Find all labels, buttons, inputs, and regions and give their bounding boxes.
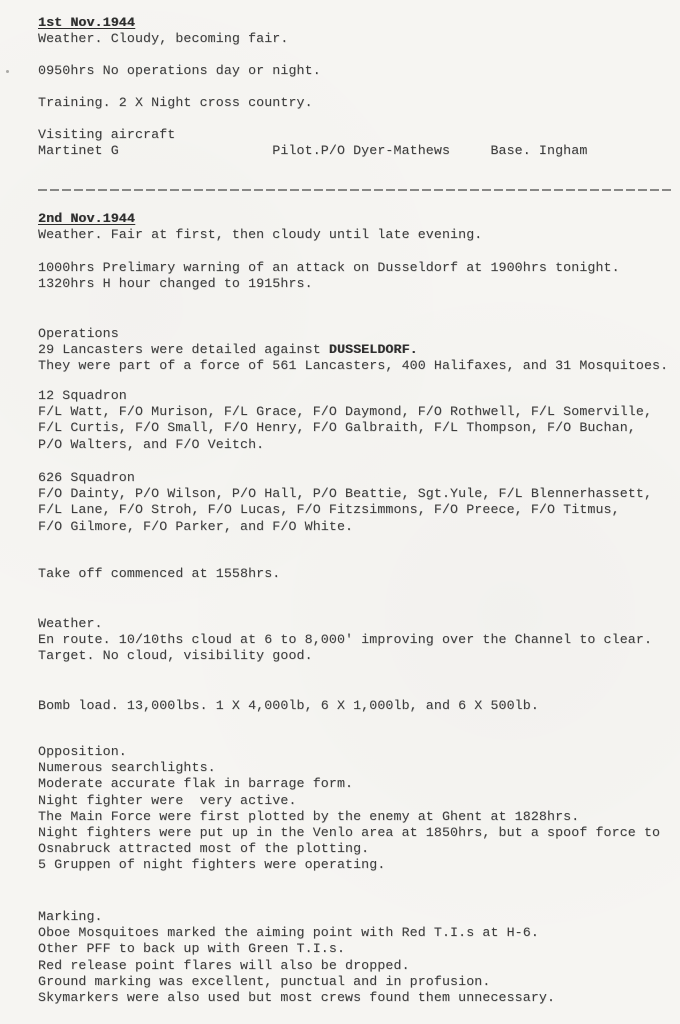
entry-2nd-nov-header xyxy=(38,211,678,243)
separator-line xyxy=(38,189,674,191)
log-line: Weather. Cloudy, becoming fair. xyxy=(38,31,289,47)
log-line: Osnabruck attracted most of the plotting. xyxy=(38,841,370,857)
warning-paragraph xyxy=(38,260,678,292)
takeoff-paragraph xyxy=(38,566,678,582)
log-line: Take off commenced at 1558hrs. xyxy=(38,566,281,581)
crew-names-line: F/L Curtis, F/O Small, F/O Henry, F/O Galbraith, F/L Thompson, F/O Buchan, xyxy=(38,420,636,436)
log-line: Training. 2 X Night cross country. xyxy=(38,95,313,110)
log-line: Oboe Mosquitoes marked the aiming point with Red T.I.s at H-6. xyxy=(38,925,539,941)
visiting-aircraft-paragraph xyxy=(38,127,678,159)
marking-paragraph xyxy=(38,909,678,1006)
log-line: Ground marking was excellent, punctual and in profusion. xyxy=(38,973,491,989)
squadron-12-list xyxy=(38,388,678,453)
ops-status-paragraph xyxy=(38,63,678,79)
log-line: Opposition. xyxy=(38,744,127,759)
training-paragraph xyxy=(38,95,678,111)
crew-names-line: F/L Lane, F/O Stroh, F/O Lucas, F/O Fitzsimmons, F/O Preece, F/O Titmus, xyxy=(38,502,620,518)
crew-names-line: F/O Gilmore, F/O Parker, and F/O White. xyxy=(38,518,354,534)
log-line: They were part of a force of 561 Lancasters, 400 Halifaxes, and 31 Mosquitoes. xyxy=(38,358,669,374)
log-line: Other PFF to back up with Green T.I.s. xyxy=(38,941,346,957)
operations-paragraph xyxy=(38,326,678,375)
log-line: Bomb load. 13,000lbs. 1 X 4,000lb, 6 X 1,000lb, and 6 X 500lb. xyxy=(38,698,539,713)
squadron-heading: 626 Squadron xyxy=(38,470,135,485)
log-line: En route. 10/10ths cloud at 6 to 8,000' improving over the Channel to clear. xyxy=(38,632,653,648)
bomb-load-paragraph xyxy=(38,698,678,714)
squadron-626-list xyxy=(38,470,678,535)
log-line: Visiting aircraft xyxy=(38,127,176,142)
route-weather-paragraph xyxy=(38,616,678,665)
crew-names-line: F/O Dainty, P/O Wilson, P/O Hall, P/O Beattie, Sgt.Yule, F/L Blennerhassett, xyxy=(38,486,653,502)
paper-speck xyxy=(6,70,9,73)
crew-names-line: P/O Walters, and F/O Veitch. xyxy=(38,436,265,452)
log-line: Operations xyxy=(38,326,119,341)
log-line: 1320hrs H hour changed to 1915hrs. xyxy=(38,276,313,292)
squadron-heading: 12 Squadron xyxy=(38,388,127,403)
log-line: Weather. Fair at first, then cloudy until late evening. xyxy=(38,227,483,243)
log-line: Target. No cloud, visibility good. xyxy=(38,648,313,664)
log-line: Night fighters were put up in the Venlo area at 1850hrs, but a spoof force to xyxy=(38,824,661,840)
log-line: Red release point flares will also be dropped. xyxy=(38,957,410,973)
log-line: Skymarkers were also used but most crews found them unnecessary. xyxy=(38,989,556,1005)
log-line: 1000hrs Prelimary warning of an attack on Dusseldorf at 1900hrs tonight. xyxy=(38,260,620,275)
crew-names-line: F/L Watt, F/O Murison, F/L Grace, F/O Daymond, F/O Rothwell, F/L Somerville, xyxy=(38,404,653,420)
target-city-emphasis: DUSSELDORF. xyxy=(328,342,418,358)
log-line: 0950hrs No operations day or night. xyxy=(38,63,321,78)
log-line: The Main Force were first plotted by the enemy at Ghent at 1828hrs. xyxy=(38,808,580,824)
log-line: Numerous searchlights. xyxy=(38,760,216,776)
opposition-paragraph xyxy=(38,744,678,874)
log-line-prefix: 29 Lancasters were detailed against xyxy=(38,342,329,358)
log-line: Marking. xyxy=(38,909,103,924)
log-line: Night fighter were very active. xyxy=(38,792,297,808)
log-line: 5 Gruppen of night fighters were operating. xyxy=(38,857,386,873)
visiting-aircraft-row: Martinet G Pilot.P/O Dyer-Mathews Base. Ingham xyxy=(38,143,588,159)
entry-1st-nov-header xyxy=(38,15,678,47)
log-line xyxy=(38,342,678,358)
date-heading: 1st Nov.1944 xyxy=(38,15,135,30)
log-line: Weather. xyxy=(38,616,103,631)
log-line: Moderate accurate flak in barrage form. xyxy=(38,776,354,792)
date-heading: 2nd Nov.1944 xyxy=(38,211,135,226)
